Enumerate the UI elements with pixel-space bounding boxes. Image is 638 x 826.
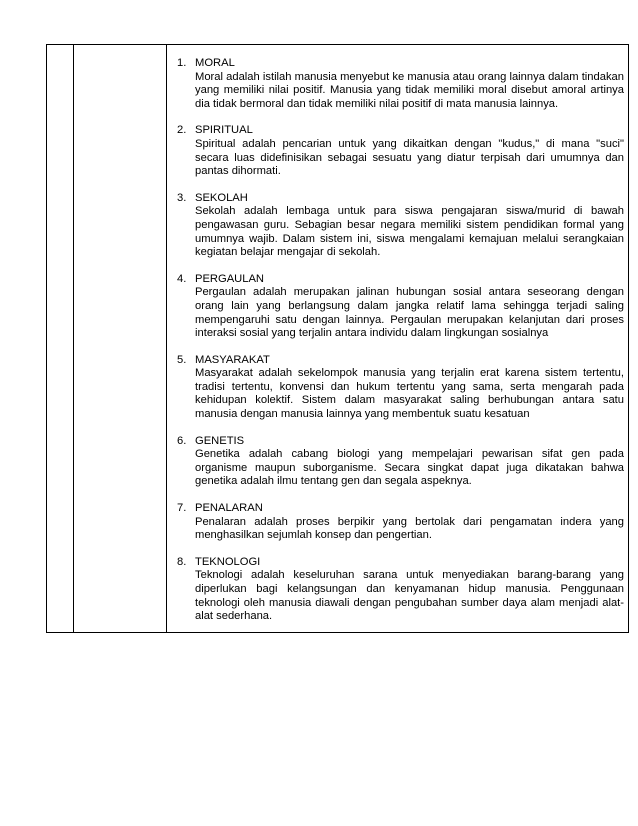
item-title: MASYARAKAT	[195, 353, 270, 366]
list-item-penalaran	[173, 502, 624, 543]
list-item-pergaulan	[173, 273, 624, 341]
column-divider	[73, 45, 74, 632]
list-item-sekolah	[173, 192, 624, 260]
item-description: Teknologi adalah keseluruhan sarana untuk menyediakan barang-barang yang diperlukan bagi kelangsungan dan kenyamanan hidup manusia. Penggunaan teknologi oleh manusia diawali dengan pengubahan sumber daya alam menjadi alat-alat sederhana.	[195, 569, 624, 623]
item-number: 8.	[177, 555, 187, 568]
item-description: Genetika adalah cabang biologi yang mempelajari pewarisan sifat gen pada organisme maupun suborganisme. Secara singkat dapat juga dikatakan bahwa genetika adalah ilmu tentang gen dan segala aspeknya.	[195, 448, 624, 488]
list-item-genetis	[173, 435, 624, 489]
column-divider	[166, 45, 167, 632]
item-description: Moral adalah istilah manusia menyebut ke manusia atau orang lainnya dalam tindakan yang memiliki nilai positif. Manusia yang tidak memiliki moral disebut amoral artinya dia tidak bermoral dan tidak memiliki nilai positif di mata manusia lainnya.	[195, 70, 624, 110]
item-number: 3.	[177, 191, 187, 204]
item-number: 6.	[177, 434, 187, 447]
item-title: PERGAULAN	[195, 272, 265, 285]
item-title: PENALARAN	[195, 502, 263, 515]
item-title: GENETIS	[195, 434, 245, 447]
item-description: Pergaulan adalah merupakan jalinan hubungan sosial antara seseorang dengan orang lain yang berlangsung dalam jangka relatif lama sehingga terjadi saling mempengaruhi satu dengan lainnya. Pergaulan merupakan kelanjutan dari proses interaksi sosial yang terjalin antara individu dalam lingkungan sosialnya	[195, 286, 624, 340]
item-description: Penalaran adalah proses berpikir yang bertolak dari pengamatan indera yang menghasilkan sejumlah konsep dan pengertian.	[195, 515, 624, 542]
item-title: MORAL	[195, 57, 235, 69]
item-number: 2.	[177, 124, 187, 137]
definition-list	[173, 57, 624, 624]
list-item-masyarakat	[173, 354, 624, 422]
item-title: SPIRITUAL	[195, 124, 253, 137]
list-item-moral	[173, 57, 624, 111]
list-item-spiritual	[173, 124, 624, 178]
item-title: SEKOLAH	[195, 191, 248, 204]
content-cell	[173, 57, 624, 637]
item-title: TEKNOLOGI	[195, 555, 261, 568]
item-number: 1.	[177, 57, 187, 69]
list-item-teknologi	[173, 556, 624, 624]
item-description: Spiritual adalah pencarian untuk yang dikaitkan dengan "kudus," di mana "suci" secara luas didefinisikan sebagai sesuatu yang diatur terpisah dari umumnya dan pantas dihormati.	[195, 137, 624, 178]
document-table	[46, 44, 629, 633]
item-number: 5.	[177, 353, 187, 366]
item-number: 4.	[177, 272, 187, 285]
item-description: Masyarakat adalah sekelompok manusia yang terjalin erat karena sistem tertentu, tradisi tertentu, konvensi dan hukum tertentu yang sama, serta mengarah pada kehidupan kolektif. Sistem dalam masyarakat saling berhubungan antara satu manusia dengan manusia lainnya yang membentuk suatu kesatuan	[195, 367, 624, 421]
item-number: 7.	[177, 502, 187, 515]
item-description: Sekolah adalah lembaga untuk para siswa pengajaran siswa/murid di bawah pengawasan guru. Sebagian besar negara memiliki sistem pendidikan formal yang umumnya wajib. Dalam sistem ini, siswa mengalami kemajuan melalui serangkaian kegiatan belajar mengajar di sekolah.	[195, 205, 624, 259]
